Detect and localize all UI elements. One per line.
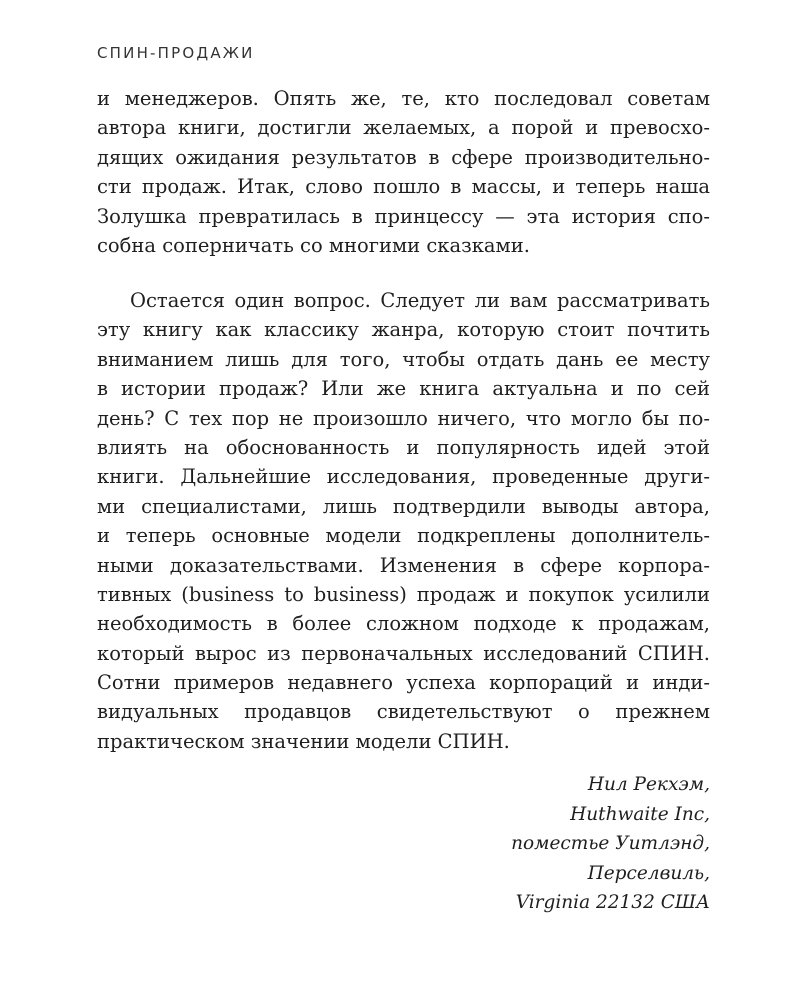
text-line: влиять на обоснованность и популярность идей этой xyxy=(97,435,710,459)
signature-author-name: Нил Рекхэм, xyxy=(587,774,710,795)
text-line: книги. Дальнейшие исследования, проведенные други- xyxy=(97,465,710,489)
paragraph-main xyxy=(97,286,710,756)
text-line: необходимость в более сложном подходе к продажам, xyxy=(97,612,710,636)
text-line: автора книги, достигли желаемых, а порой и превосхо- xyxy=(97,116,710,140)
text-line: день? С тех пор не произошло ничего, что могло бы по- xyxy=(97,406,710,430)
signature-company: Huthwaite Inc, xyxy=(570,803,710,825)
text-line: Золушка превратилась в принцессу — эта история спо- xyxy=(97,204,710,228)
text-line: сти продаж. Итак, слово пошло в массы, и теперь наша xyxy=(97,175,710,199)
text-line: в истории продаж? Или же книга актуальна и по сей xyxy=(97,377,710,401)
text-line: и теперь основные модели подкреплены дополнитель- xyxy=(97,524,710,548)
text-line: ми специалистами, лишь подтвердили выводы автора, xyxy=(97,494,710,518)
text-line: собна соперничать со многими сказками. xyxy=(97,233,530,257)
text-line: Сотни примеров недавнего успеха корпораций и инди- xyxy=(97,671,710,695)
text-line: вниманием лишь для того, чтобы отдать дань ее месту xyxy=(97,347,710,371)
signature-estate: поместье Уитлэнд, xyxy=(511,833,710,854)
author-signature xyxy=(511,770,710,918)
signature-city: Перселвиль, xyxy=(587,862,710,884)
signature-state-zip-country: Virginia 22132 США xyxy=(515,892,710,913)
text-line: эту книгу как классику жанра, которую стоит почтить xyxy=(97,318,710,342)
text-line: практическом значении модели СПИН. xyxy=(97,729,510,753)
text-line: видуальных продавцов свидетельствуют о прежнем xyxy=(97,700,710,724)
text-line: Остается один вопрос. Следует ли вам рассматривать xyxy=(130,289,710,312)
text-line: который вырос из первоначальных исследований СПИН. xyxy=(97,641,710,665)
text-line: тивных (business to business) продаж и покупок усилили xyxy=(97,582,710,606)
text-line: и менеджеров. Опять же, те, кто последовал советам xyxy=(97,87,710,110)
text-line: ными доказательствами. Изменения в сфере корпора- xyxy=(97,553,710,577)
running-head: СПИН-ПРОДАЖИ xyxy=(97,44,255,62)
paragraph-continuation xyxy=(97,84,710,260)
text-line: дящих ожидания результатов в сфере производительно- xyxy=(97,145,710,169)
